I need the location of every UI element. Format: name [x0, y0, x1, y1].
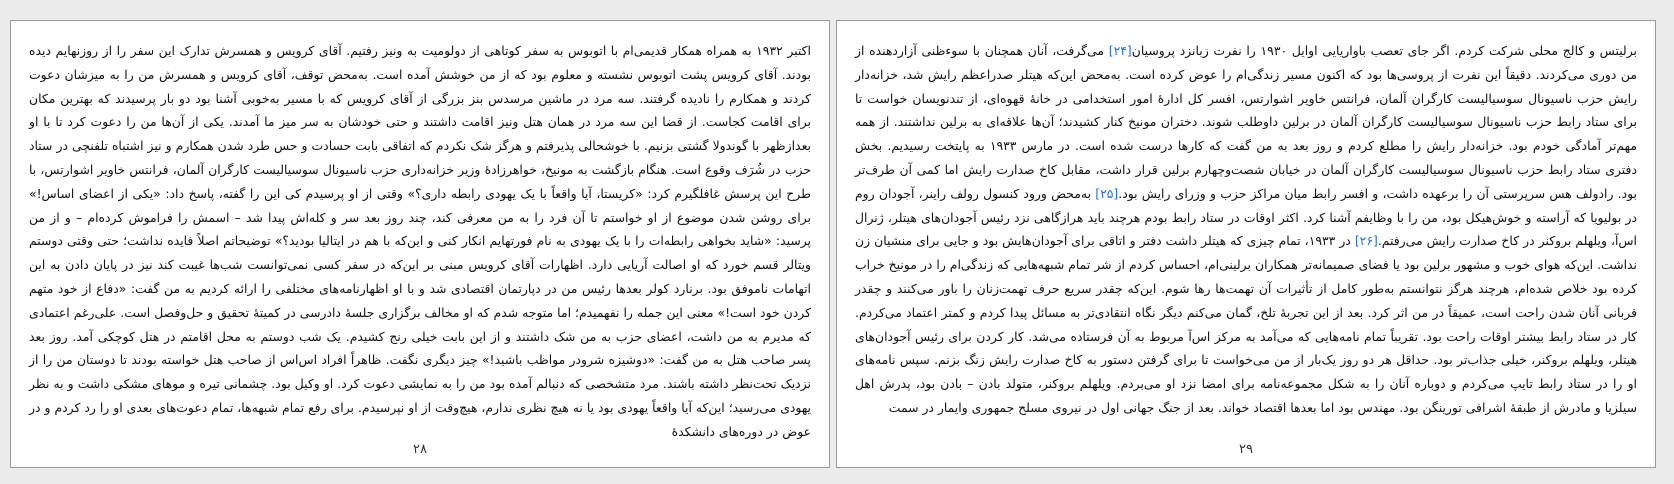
footnote-reference-link[interactable]: [۲۴] — [1108, 43, 1132, 58]
text-segment: برلیتس و کالج محلی شرکت کردم. اگر جای تعصب باواریایی اوایل ۱۹۳۰ را نفرت زبانزد پروسیان — [1131, 43, 1637, 58]
page-number-right: ۲۹ — [1239, 442, 1253, 457]
paragraph: اکتبر ۱۹۳۲ به همراه همکار قدیمی‌ام با اتوبوس به سفر کوتاهی از دولومیت به ونیز رفتیم. آقای کرویس و همسرش تدارک این سفر را از روزنهایم دیده بودند. آقای کرویس پشت اتوبوس نشسته و معلوم بود که از من خوشش آمده است. به‌محض توقف، آقای کرویس و همسرش من را به میزشان دعوت کردند و همکارم را نادیده گرفتند. سه مرد در ماشین مرسدس بنز بزرگی از آقای کرویس که با مسیر به‌خوبی آشنا بود دو بار پرسیدند که بهترین مکان برای اقامت کجاست. از قضا این سه مرد در همان هتل ونیز اقامت داشتند و حتی خودشان به سر میز ما آمدند. یکی از آن‌ها من را دعوت کرد تا با او بعدازظهر با گوندولا گشتی بزنیم. با خوشحالی پذیرفتم و هرگز شک نکردم که اتفاقی بابت حسادت و حس طرد شدن همکارم و نیز اشتباه تلفنچی در ستاد حزب در شُرَف وقوع است. هنگام بازگشت به مونیخ، خواهرزادهٔ وزیر خزانه‌داری حزب ناسیونال سوسیالیست کارگران آلمان، فرانتس خاویر اشوارتس، با طرح این پرسش غافلگیرم کرد: «کریستا، آیا واقعاً با یک یهودی رابطه داری؟» وقتی از او پرسیدم کی این را گفته، پاسخ داد: «یکی از اعضای اساس!» برای روشن شدن موضوع از او خواستم تا آن فرد را به من معرفی کند، چند روز بعد سر و کله‌اش پیدا شد – اسمش را فراموش کرده‌ام – و از من پرسید: «شاید بخواهی رابطه‌ات را با یک یهودی به نام فورتهایم انکار کنی و این‌که با هم در ایتالیا بودید؟» توضیحاتم اصلاً فایده نداشت؛ حتی وقتی دوستم ویتالر قسم خورد که او اصالت آریایی دارد. اظهارات آقای کرویس مبنی بر این‌که در سفر کسی نمی‌توانست شب‌ها غیبت کند نیز در پایان دادن به این اتهامات ناموفق بود. برنارد کولر بعدها رئیس من در دپارتمان اقتصادی شد و با او اظهارنامه‌های مختلفی را ارائه کردیم به من گفت: «دفاع از خود متهم کردن خود است!» معنی این جمله را نفهمیدم؛ اما متوجه شدم که او مخالف برگزاری جلسهٔ دادرسی در کمیتهٔ تحقیق و حل‌وفصل است. علی‌رغم اعتمادی که مدیرم به من داشت، اعضای حزب به من شک داشتند و از این بابت خیلی رنج کشیدم. یک شب دوستم به محل اقامتم در هتل کوچکی آمد. روز بعد پسر صاحب هتل به من گفت: «دوشیزه شرودر مواظب باشید!» چیز دیگری نگفت. ظاهراً افراد اس‌اس از صاحب هتل خواسته بودند تا دوستان من را از نزدیک تحت‌نظر داشته باشند. مرد متشخصی که دنبالم آمده بود من را به نمایشی دعوت کرد. او وکیل بود. چشمانی تیره و موهای مشکی داشت و به نظر یهودی می‌رسید؛ این‌که آیا واقعاً یهودی بود یا نه هیچ نظری ندارم، هیچ‌وقت از او نپرسیدم. برای رفع تمام شبهه‌ها، تمام دعوت‌های بعدی او را رد کردم و در عوض در دوره‌های دانشکدهٔ — [29, 43, 811, 439]
page-right — [836, 20, 1656, 468]
text-segment: به‌محض ورود کنسول رولف راینر، آجودان روم در بولیویا که آراسته و خوش‌هیکل بود، من را با وظایفم آشنا کرد. اکثر اوقات در ستاد رابط بودم هرچند باید هرازگاهی نزد رئیس آجودان‌های هیتلر، ژنرال اس‌آ، ویلهلم بروکنر در کاخ صدارت رایش می‌رفتم. — [855, 185, 1637, 249]
footnote-reference-link[interactable]: [۲۶] — [1354, 233, 1378, 249]
page-left — [10, 20, 830, 468]
text-segment: می‌گرفت، آنان همچنان با سوءظنی آزاردهنده از من دوری می‌کردند. دقیقاً این نفرت از پروسی‌ها بود که اکنون مسیر زندگی‌ام را عوض کرده است. به‌محض این‌که هیتلر صدراعظم رایش شد، خزانه‌دار رایش حزب ناسیونال سوسیالیست کارگران آلمان، فرانتس خاویر اشوارتس، افسر کل ادارهٔ امور استخدامی در خانهٔ قهوه‌ای، از تندنویسان خواست تا برای ستاد رابط حزب ناسیونال سوسیالیست کارگران آلمان در برلین داوطلب شوند. دختران مونیخ کنار کشیدند؛ آن‌ها علاقه‌ای به برلین نداشتند. از همه مهم‌تر آمادگی خودم بود. خزانه‌دار رایش را مطلع کردم و روز بعد به من گفت که کارها درست شده است. در مارس ۱۹۳۳ به پایتخت رسیدیم. بخش دفتری ستاد رابط حزب ناسیونال سوسیالیست کارگران آلمان در خیابان شصت‌وچهارم برلین قرار داشت، مقابل کاخ صدارت رایش اما کمی آن طرف‌تر بود. رادولف هس سرپرستی آن را برعهده داشت، و افسر رابط میان مراکز حزب و وزرای رایش بود. — [855, 43, 1637, 201]
page-text-left — [29, 39, 811, 444]
paragraph — [855, 39, 1637, 420]
page-text-right — [855, 39, 1637, 420]
page-number-left: ۲۸ — [413, 442, 427, 457]
text-segment: در ۱۹۳۳، تمام چیزی که هیتلر داشت دفتر و اتاقی برای آجودان‌هایش بود و جایی برای منشیان زن نداشت. این‌که هوای خوب و مشهور برلین بود یا فضای صمیمانه‌تر همکاران برلینی‌ام، احساس کردم از شر تمام شبهه‌هایی که زندگی‌ام را در مونیخ خراب کرده بود خلاص شده‌ام، هرچند هرگز نتوانستم به‌طور کامل از تأثیرات آن تهمت‌ها رها شوم. این‌که چقدر سریع حرف تهمت‌زنان را باور می‌کنند و چقدر قربانی آنان شدن راحت است، عمیقاً در من اثر کرد. بعد از این تجربهٔ تلخ، گمان می‌کنم دیگر نگاه انتقادی‌تر به مسائل پیدا کردم و کمتر اعتماد می‌کردم. کار در ستاد رابط بیشتر اوقات راحت بود. تقریباً تمام نامه‌هایی که می‌آمد به مرکز اس‌آ مربوط به آن فرستاده می‌شد. کار کردن برای رئیس آجودان‌های هیتلر، ویلهلم بروکنر، خیلی جذاب‌تر بود. حداقل هر دو روز یک‌بار از من می‌خواست تا برای گرفتن دستور به کاخ صدارت رایش زنگ بزنم. سپس نامه‌های او را در ستاد رابط تایپ می‌کردم و دوباره آنان را به شکل مجموعه‌نامه برای امضا نزد او می‌بردم. ویلهلم بروکنر، متولد بادن – بادن بود، پدرش اهل سیلزیا و مادرش از طبقهٔ اشرافی تورینگن بود. مهندس بود اما بعدها اقتصاد خواند. بعد از جنگ جهانی اول در نیروی مسلح جمهوری وایمار در سمت — [855, 233, 1637, 415]
footnote-reference-link[interactable]: [۲۵] — [1095, 185, 1119, 201]
